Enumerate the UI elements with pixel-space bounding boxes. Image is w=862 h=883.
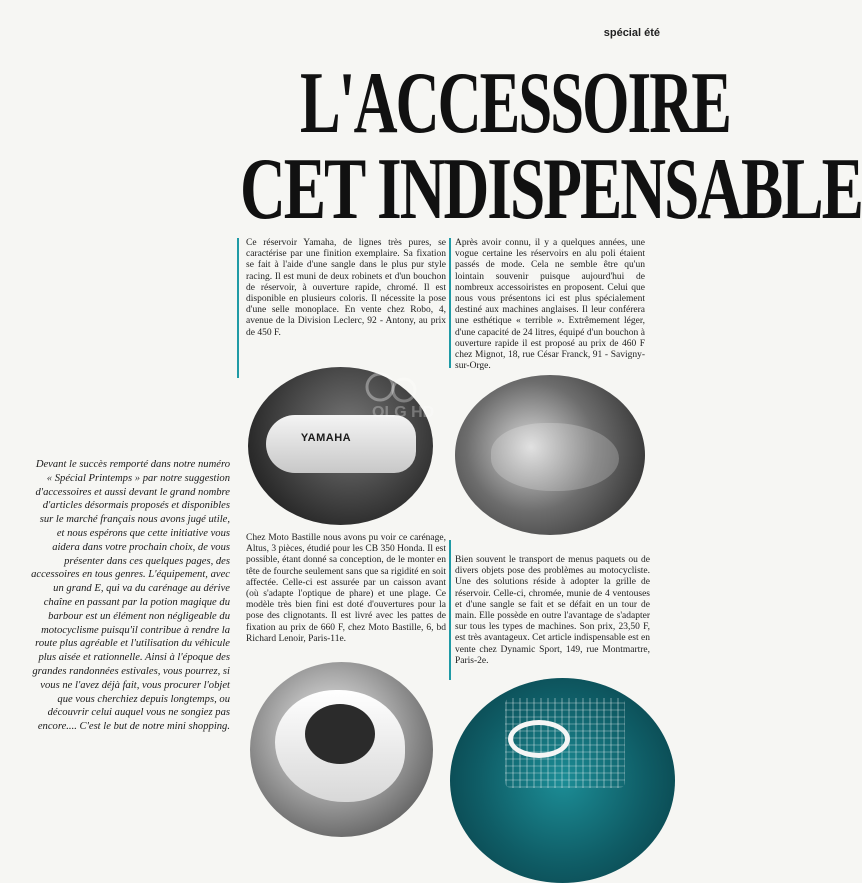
- column-rule-bottom-middle: [449, 540, 451, 680]
- column-rule-top-left: [237, 238, 239, 378]
- watermark-logo: [358, 365, 435, 430]
- aluminium-tank-photo: [455, 375, 645, 535]
- column-rule-top-middle: [449, 238, 451, 368]
- fairing-photo: [250, 662, 433, 837]
- article-text-yamaha-tank: Ce réservoir Yamaha, de lignes très pures, se caractérise par une finition exemplaire. Sa fixation se fait à l'aide d'une sangle dans le plus pur style racing. Il est muni de deux robinets et d'un bouchon de réservoir, à ouverture rapide, chromé. Il est disponible en plusieurs coloris. Il nécessite la pose d'une selle monoplace. En vente chez Robo, 4, avenue de la Division Leclerc, 92 - Antony, au prix de 450 F.: [246, 238, 446, 338]
- article-text-aluminium-tank: Après avoir connu, il y a quelques années, une vogue certaine les réservoirs en alu poli étaient passés de mode. Cela ne semble être qu'un lointain souvenir puisque aujourd'hui de nombreux accessoiristes en proposent. Celui que nous vous présentons ici est plus spécialement destiné aux machines anglaises. Il leur conférera une esthétique « terrible ». Extrêmement léger, d'une capacité de 24 litres, équipé d'un bouchon à ouverture rapide il est proposé au prix de 460 F chez Mignot, 18, rue César Franck, 91 - Savigny-sur-Orge.: [455, 238, 645, 372]
- tank-cap: [508, 720, 570, 758]
- intro-paragraph: Devant le succès remporté dans notre numéro « Spécial Printemps » par notre suggestion d'accessoires et aussi devant le grand nombre d'articles désormais proposés et disponibles sur le marché français nous avons jugé utile, et nous espérons que cette initiative vous aidera dans votre prochain choix, de vous présenter dans ces quelques pages, des accessoires en tous genres. L'équipement, avec un grand E, qui va du carénage au dérive chaîne en passant par la potion magique du barbour est un élément non négligeable du motocyclisme puisqu'il contribue à rendre la route plus agréable et l'utilisation du véhicule plus aisée et rationnelle. Ainsi à l'époque des grandes randonnées estivales, vous pourrez, si vous ne l'avez déjà fait, vous procurer l'objet que vous cherchiez depuis longtemps, ou découvrir celui auquel vous ne songiez pas encore.... C'est le but de notre mini shopping.: [31, 459, 230, 733]
- fairing-opening: [305, 704, 375, 764]
- title-line-2: CET INDISPENSABLE: [240, 139, 862, 238]
- yamaha-logo: YAMAHA: [300, 432, 352, 444]
- title-line-1: L'ACCESSOIRE: [300, 53, 730, 152]
- article-text-fairing: Chez Moto Bastille nous avons pu voir ce carénage, Altus, 3 pièces, étudié pour les CB 350 Honda. Il est possible, étant donné sa conception, de le monter en tête de fourche seulement sans que sa rigidité en soit affectée. Celle-ci est assurée par un caisson avant (où s'adapte l'optique de phare) et une plage. Ce modèle très bien fini est doté d'ouvertures pour la pose des clignotants. Il est livré avec les pattes de fixation au prix de 660 F, chez Moto Bastille, 6, bd Richard Lenoir, Paris-11e.: [246, 533, 446, 644]
- tank-grille-photo: [450, 678, 675, 883]
- section-tag: spécial été: [603, 27, 660, 39]
- tank-sheen: [491, 423, 619, 491]
- article-text-tank-grille: Bien souvent le transport de menus paquets ou de divers objets pose des problèmes au motocycliste. Une des solutions réside à adopter la grille de réservoir. Celle-ci, chromée, munie de 4 ventouses et d'une sangle se fait et se défait en un tour de main. Elle possède en outre l'avantage de s'adapter sur tous les types de machines. Son prix, 23,50 F, est très avantageux. Cet article indispensable est en vente chez Dynamic Sport, 149, rue Montmartre, Paris-2e.: [455, 555, 650, 666]
- watermark-text: OLG HD: [372, 404, 435, 421]
